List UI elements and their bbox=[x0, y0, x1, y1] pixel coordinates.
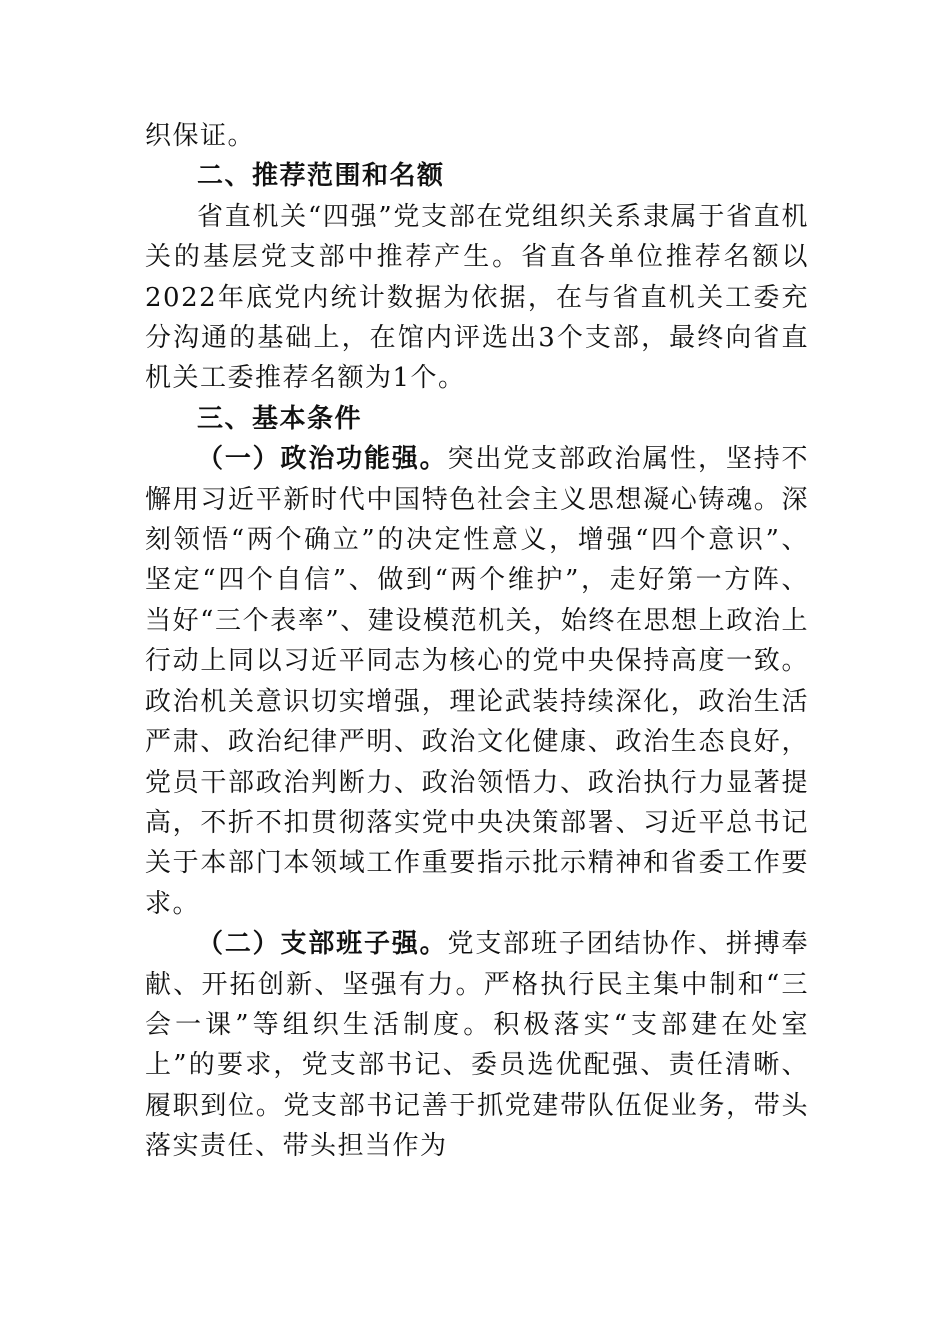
continuation-text: 织保证。 bbox=[145, 121, 256, 151]
condition-1-lead: （一）政治功能强。 bbox=[197, 444, 448, 475]
section-2-body: 省直机关“四强”党支部在党组织关系隶属于省直机关的基层党支部中推荐产生。省直各单位推荐名额以2022年底党内统计数据为依据，在与省直机关工委充分沟通的基础上，在馆内评选出3个支部，最终向省直机关工委推荐名额为1个。 bbox=[145, 201, 809, 394]
section-2-heading: 二、推荐范围和名额 bbox=[197, 161, 445, 192]
condition-2-paragraph bbox=[145, 924, 809, 1166]
condition-2-lead: （二）支部班子强。 bbox=[197, 929, 448, 960]
document-page bbox=[145, 116, 809, 1167]
condition-1-paragraph bbox=[145, 439, 809, 924]
condition-1-body: 突出党支部政治属性，坚持不懈用习近平新时代中国特色社会主义思想凝心铸魂。深刻领悟“两个确立”的决定性意义，增强“四个意识”、坚定“四个自信”、做到“两个维护”，走好第一方阵、当好“三个表率”、建设模范机关，始终在思想上政治上行动上同以习近平同志为核心的党中央保持高度一致。政治机关意识切实增强，理论武装持续深化，政治生活严肃、政治纪律严明、政治文化健康、政治生态良好，党员干部政治判断力、政治领悟力、政治执行力显著提高，不折不扣贯彻落实党中央决策部署、习近平总书记关于本部门本领域工作重要指示批示精神和省委工作要求。 bbox=[145, 444, 809, 919]
condition-2-body: 党支部班子团结协作、拼搏奉献、开拓创新、坚强有力。严格执行民主集中制和“三会一课”等组织生活制度。积极落实“支部建在处室上”的要求，党支部书记、委员选优配强、责任清晰、履职到位。党支部书记善于抓党建带队伍促业务，带头落实责任、带头担当作为 bbox=[145, 929, 809, 1162]
section-3-heading: 三、基本条件 bbox=[197, 403, 363, 434]
